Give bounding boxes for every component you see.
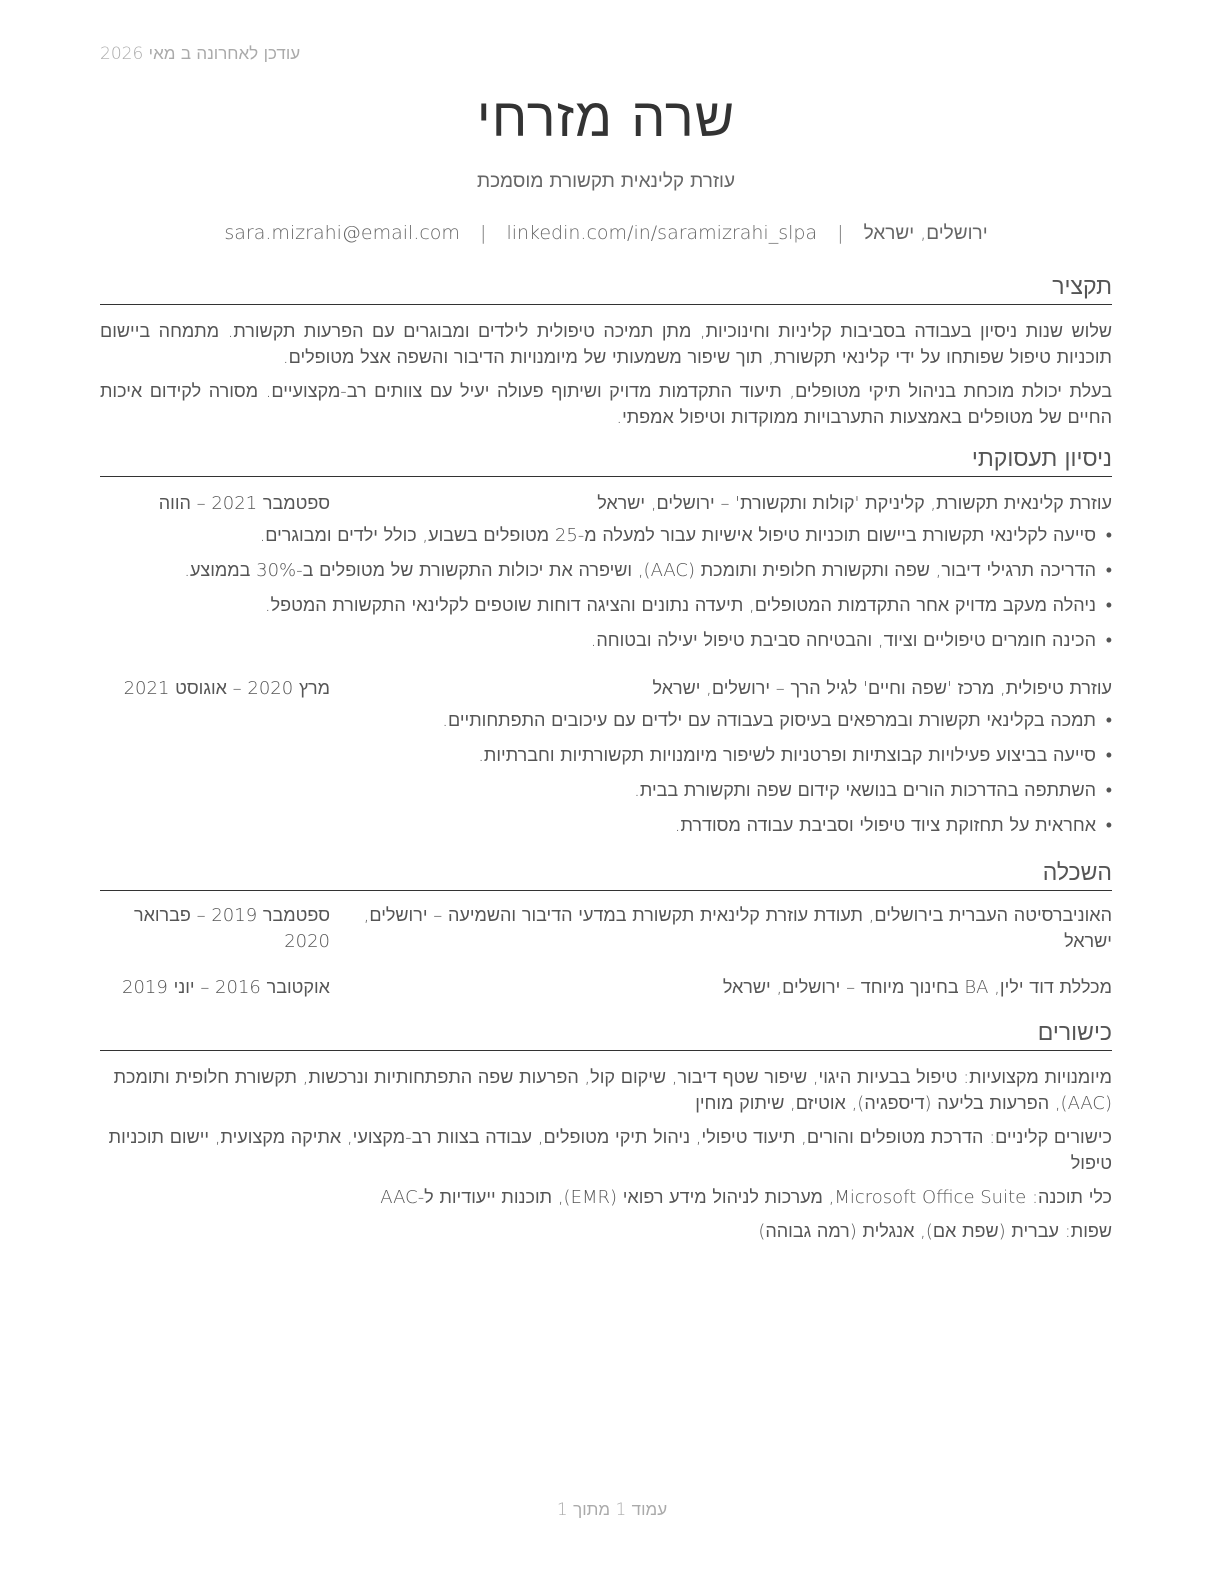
job-bullet: • הכינה חומרים טיפוליים וציוד, והבטיחה סביבת טיפול יעילה ובטוחה. <box>100 628 1112 654</box>
job-bullet: • סייעה בביצוע פעילויות קבוצתיות ופרטניות לשיפור מיומנויות תקשורתיות וחברתיות. <box>100 743 1112 769</box>
job-bullet: • הדריכה תרגילי דיבור, שפה ותקשורת חלופית ותומכת (AAC), ושיפרה את יכולות התקשורת של מטופלים ב-30% בממוצע. <box>100 558 1112 584</box>
contact-linkedin[interactable]: linkedin.com/in/saramizrahi_slpa <box>506 222 818 244</box>
experience-section <box>100 446 1112 848</box>
contact-separator: | <box>479 222 487 244</box>
job-dates: מרץ 2020 – אוגוסט 2021 <box>123 677 330 699</box>
job-bullet: • ניהלה מעקב מדויק אחר התקדמות המטופלים, תיעדה נתונים והציגה דוחות שוטפים לקלינאי התקשורת המטפל. <box>100 593 1112 619</box>
skills-section <box>100 1020 1112 1245</box>
education-item <box>100 975 1112 1001</box>
candidate-title: עוזרת קלינאית תקשורת מוסמכת <box>476 170 736 192</box>
experience-heading: ניסיון תעסוקתי <box>100 446 1112 477</box>
skills-heading: כישורים <box>100 1020 1112 1051</box>
summary-paragraph: שלוש שנות ניסיון בעבודה בסביבות קליניות וחינוכיות, מתן תמיכה טיפולית לילדים ומבוגרים עם הפרעות תקשורת. מתמחה ביישום תוכניות טיפול שפותחו על ידי קלינאי תקשורת, תוך שיפור משמעותי של מיומנויות הדיבור והשפה אצל מטופלים. <box>100 320 1112 368</box>
summary-paragraph: בעלת יכולת מוכחת בניהול תיקי מטופלים, תיעוד התקדמות מדויק ושיתוף פעולה יעיל עם צוותים רב-מקצועיים. מסורה לקידום איכות החיים של מטופלים באמצעות התערבויות ממוקדות וטיפול אמפתי. <box>100 380 1112 428</box>
skill-item: כישורים קליניים: הדרכת מטופלים והורים, תיעוד טיפולי, ניהול תיקי מטופלים, עבודה בצוות רב-מקצועי, אתיקה מקצועית, יישום תוכניות טיפול <box>108 1126 1112 1174</box>
job-bullets <box>100 708 1112 839</box>
job-bullet: • תמכה בקלינאי תקשורת ובמרפאים בעיסוק בעבודה עם ילדים עם עיכובים התפתחותיים. <box>100 708 1112 734</box>
candidate-name: שרה מזרחי <box>476 86 736 149</box>
job-bullet: • סייעה לקלינאי תקשורת ביישום תוכניות טיפול אישיות עבור למעלה מ-25 מטופלים בשבוע, כולל ילדים ומבוגרים. <box>100 523 1112 549</box>
page-number: עמוד 1 מתוך 1 <box>556 1500 668 1520</box>
contact-line <box>100 222 1112 245</box>
job-dates: ספטמבר 2021 – הווה <box>158 492 330 514</box>
education-degree: האוניברסיטה העברית בירושלים, תעודת עוזרת קלינאית תקשורת במדעי הדיבור והשמיעה – ירושלים, ישראל <box>363 904 1112 952</box>
contact-separator: | <box>837 222 844 244</box>
summary-section <box>100 274 1112 431</box>
job-header <box>100 491 1112 517</box>
resume-page <box>100 0 1112 1584</box>
education-dates: ספטמבר 2019 – פברואר 2020 <box>133 904 330 952</box>
education-dates: אוקטובר 2016 – יוני 2019 <box>122 976 330 998</box>
contact-location: ירושלים, ישראל <box>863 222 988 244</box>
skill-item: מיומנויות מקצועיות: טיפול בבעיות היגוי, שיפור שטף דיבור, שיקום קול, הפרעות שפה התפתחותיות ונרכשות, תקשורת חלופית ותומכת (AAC), הפרעות בליעה (דיספגיה), אוטיזם, שיתוק מוחין <box>113 1066 1112 1114</box>
job-bullet: • השתתפה בהדרכות הורים בנושאי קידום שפה ותקשורת בבית. <box>100 778 1112 804</box>
last-updated: עודכן לאחרונה ב מאי 2026 <box>100 44 301 64</box>
education-section <box>100 860 1112 1001</box>
summary-heading: תקציר <box>100 274 1112 305</box>
job-bullet: • אחראית על תחזוקת ציוד טיפולי וסביבת עבודה מסודרת. <box>100 813 1112 839</box>
job-role: עוזרת קלינאית תקשורת, קליניקת 'קולות ותקשורת' – ירושלים, ישראל <box>597 492 1112 514</box>
job-role: עוזרת טיפולית, מרכז 'שפה וחיים' לגיל הרך – ירושלים, ישראל <box>652 677 1112 699</box>
contact-email[interactable]: sara.mizrahi@email.com <box>224 222 460 244</box>
job-bullets <box>100 523 1112 654</box>
skill-item: שפות: עברית (שפת אם), אנגלית (רמה גבוהה) <box>758 1220 1112 1242</box>
education-item <box>100 903 1112 955</box>
education-degree: מכללת דוד ילין, BA בחינוך מיוחד – ירושלים, ישראל <box>722 976 1112 998</box>
skill-item: כלי תוכנה: Microsoft Office Suite, מערכות לניהול מידע רפואי (EMR), תוכנות ייעודיות ל-AAC <box>380 1186 1112 1208</box>
education-heading: השכלה <box>100 860 1112 891</box>
job-header <box>100 676 1112 702</box>
